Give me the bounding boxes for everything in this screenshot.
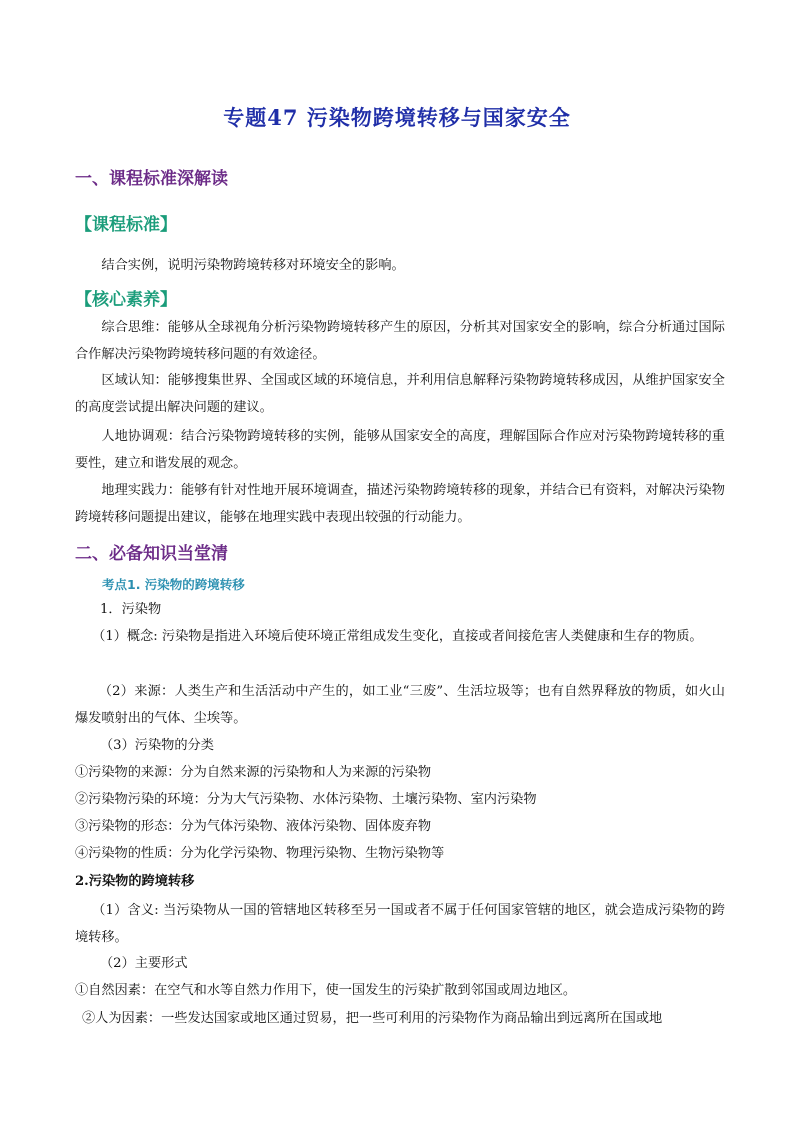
classification-title: （3）污染物的分类 [100,738,214,753]
item-title: 2.污染物的跨境转移 [75,874,195,889]
section-heading-1: 一、课程标准深解读 [75,169,228,189]
kaodian-heading: 考点1. 污染物的跨境转移 [102,577,245,592]
source-paragraph: （2）来源：人类生产和生活活动中产生的，如工业“三废”、生活垃圾等；也有自然界释放的物质，如火山爆发喷射出的气体、尘埃等。 [75,684,725,726]
literacy-paragraph: 地理实践力：能够有针对性地开展环境调查，描述污染物跨境转移的现象，并结合已有资料，对解决污染物跨境转移问题提出建议，能够在地理实践中表现出较强的行动能力。 [75,483,725,525]
standard-text: 结合实例，说明污染物跨境转移对环境安全的影响。 [101,258,405,273]
classification-item: ③污染物的形态：分为气体污染物、液体污染物、固体废弃物 [75,819,432,834]
forms-title: （2）主要形式 [100,956,188,971]
meaning-paragraph: （1）含义: 当污染物从一国的管辖地区转移至另一国或者不属于任何国家管辖的地区，就会造成污染物的跨境转移。 [75,903,725,945]
standard-heading: 【课程标准】 [75,215,177,235]
literacy-heading: 【核心素养】 [75,290,177,310]
page-title: 专题47 污染物跨境转移与国家安全 [223,105,571,130]
form-item: ①自然因素：在空气和水等自然力作用下，使一国发生的污染扩散到邻国或周边地区。 [75,983,577,998]
literacy-paragraph: 综合思维：能够从全球视角分析污染物跨境转移产生的原因，分析其对国家安全的影响，综合分析通过国际合作解决污染物跨境转移问题的有效途径。 [75,320,725,362]
concept-paragraph: （1）概念: 污染物是指进入环境后使环境正常组成发生变化，直接或者间接危害人类健康和生存的物质。 [92,629,703,644]
literacy-paragraph: 区域认知：能够搜集世界、全国或区域的环境信息，并利用信息解释污染物跨境转移成因，从维护国家安全的高度尝试提出解决问题的建议。 [75,373,725,415]
literacy-paragraph: 人地协调观：结合污染物跨境转移的实例，能够从国家安全的高度，理解国际合作应对污染物跨境转移的重要性，建立和谐发展的观念。 [75,429,725,471]
section-heading-2: 二、必备知识当堂清 [75,544,228,564]
form-item: ②人为因素：一些发达国家或地区通过贸易，把一些可利用的污染物作为商品输出到远离所在国或地 [82,1011,663,1026]
item-title: 1．污染物 [100,602,162,617]
classification-item: ②污染物污染的环境：分为大气污染物、水体污染物、土壤污染物、室内污染物 [75,792,537,807]
classification-item: ④污染物的性质：分为化学污染物、物理污染物、生物污染物等 [75,846,445,861]
classification-item: ①污染物的来源：分为自然来源的污染物和人为来源的污染物 [75,765,432,780]
